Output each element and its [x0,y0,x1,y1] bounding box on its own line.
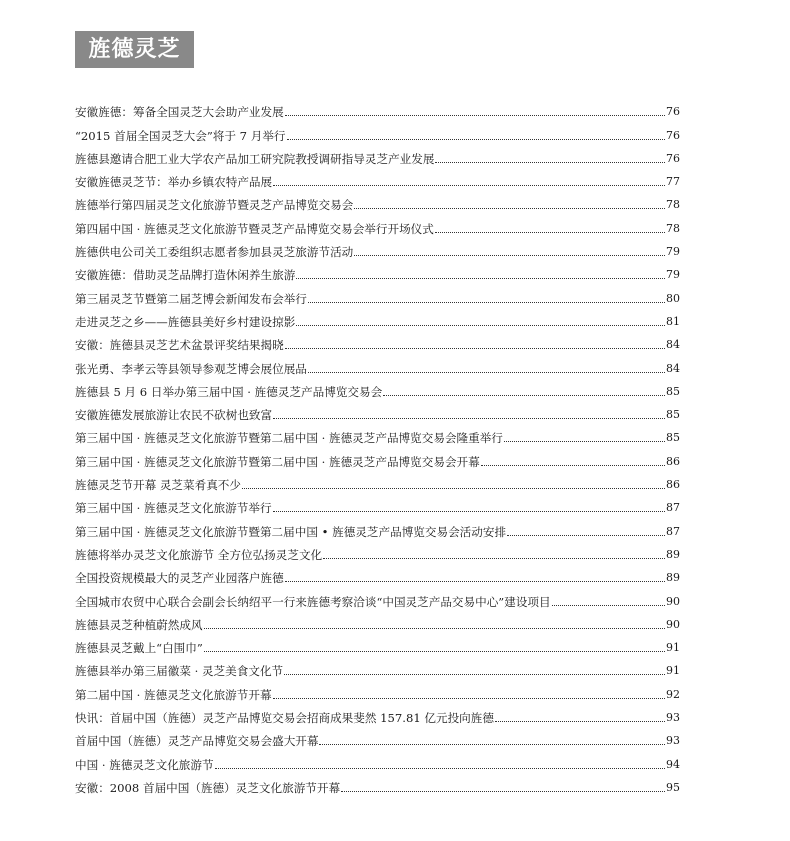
toc-entry-title: 旌德县邀请合肥工业大学农产品加工研究院教授调研指导灵芝产业发展 [75,151,435,166]
dot-leader [215,767,665,769]
toc-entry-title: 安徽旌德发展旅游让农民不砍树也致富 [75,408,273,423]
toc-entry-title: 张光勇、李孝云等县领导参观芝博会展位展品 [75,361,307,376]
dot-leader [284,673,665,675]
toc-entry[interactable] [75,212,680,235]
toc-entry-title: 安徽：2008 首届中国（旌德）灵芝文化旅游节开幕 [75,780,341,795]
toc-entry[interactable] [75,352,680,375]
toc-entry-title: 走进灵芝之乡——旌德县美好乡村建设掠影 [75,314,296,329]
dot-leader [495,720,665,722]
toc-entry-page-number: 93 [666,711,680,725]
toc-entry[interactable] [75,655,680,678]
toc-entry-page-number: 91 [666,641,680,655]
toc-entry-title: 第四届中国 · 旌德灵芝文化旅游节暨灵芝产品博览交易会举行开场仪式 [75,221,434,236]
toc-entry-page-number: 90 [666,594,680,608]
toc-entry-title: 全国城市农贸中心联合会副会长纳绍平一行来旌德考察洽谈“中国灵芝产品交易中心”建设项目 [75,594,551,609]
toc-entry-title: 安徽旌德：借助灵芝品牌打造休闲养生旅游 [75,268,296,283]
toc-entry-page-number: 84 [666,361,680,375]
toc-entry-page-number: 87 [666,524,680,538]
toc-entry-page-number: 92 [666,687,680,701]
toc-entry[interactable] [75,609,680,632]
toc-entry-title: 第三届中国 · 旌德灵芝文化旅游节暨第二届中国 • 旌德灵芝产品博览交易会活动安排 [75,524,507,539]
toc-entry-page-number: 84 [666,338,680,352]
toc-entry[interactable] [75,469,680,492]
toc-entry-title: 安徽旌德灵芝节：举办乡镇农特产品展 [75,175,273,190]
toc-entry[interactable] [75,678,680,701]
toc-entry-page-number: 85 [666,384,680,398]
section-title: 旌德灵芝 [75,31,194,68]
dot-leader [323,557,665,559]
toc-entry[interactable] [75,748,680,771]
toc-entry-title: 第二届中国 · 旌德灵芝文化旅游节开幕 [75,687,272,702]
toc-entry[interactable] [75,562,680,585]
dot-leader [296,324,665,326]
toc-entry[interactable] [75,399,680,422]
toc-entry-page-number: 87 [666,501,680,515]
toc-entry-page-number: 86 [666,478,680,492]
toc-entry[interactable] [75,166,680,189]
toc-entry[interactable] [75,632,680,655]
toc-entry-page-number: 93 [666,734,680,748]
toc-entry[interactable] [75,539,680,562]
dot-leader [308,301,665,303]
dot-leader [285,347,665,349]
dot-leader [341,790,665,792]
toc-entry-page-number: 81 [666,314,680,328]
toc-entry[interactable] [75,585,680,608]
toc-entry-title: 第三届中国 · 旌德灵芝文化旅游节举行 [75,501,272,516]
toc-entry-title: 旌德供电公司关工委组织志愿者参加县灵芝旅游节活动 [75,245,354,260]
toc-entry-title: 第三届中国 · 旌德灵芝文化旅游节暨第二届中国 · 旌德灵芝产品博览交易会开幕 [75,454,480,469]
dot-leader [296,277,665,279]
toc-entry-title: 旌德县举办第三届徽菜 · 灵芝美食文化节 [75,664,284,679]
toc-entry[interactable] [75,702,680,725]
toc-entry-page-number: 77 [666,175,680,189]
toc-entry-page-number: 80 [666,291,680,305]
toc-entry-title: 旌德灵芝节开幕 灵芝菜肴真不少 [75,478,241,493]
toc-entry-title: 旌德举行第四届灵芝文化旅游节暨灵芝产品博览交易会 [75,198,354,213]
dot-leader [285,114,665,116]
dot-leader [308,371,665,373]
toc-entry[interactable] [75,236,680,259]
toc-entry-page-number: 95 [666,780,680,794]
table-of-contents [75,96,680,795]
dot-leader [435,231,665,233]
toc-entry[interactable] [75,306,680,329]
dot-leader [287,138,665,140]
toc-entry-title: 全国投资规模最大的灵芝产业园落户旌德 [75,571,284,586]
dot-leader [242,487,665,489]
toc-entry-page-number: 91 [666,664,680,678]
toc-entry-page-number: 76 [666,151,680,165]
toc-entry-title: “2015 首届全国灵芝大会”将于 7 月举行 [75,128,286,143]
toc-entry-page-number: 79 [666,268,680,282]
toc-entry-title: 第三届灵芝节暨第二届芝博会新闻发布会举行 [75,291,307,306]
toc-entry-page-number: 85 [666,408,680,422]
dot-leader [285,580,665,582]
toc-entry[interactable] [75,119,680,142]
toc-entry-title: 旌德县 5 月 6 日举办第三届中国 · 旌德灵芝产品博览交易会 [75,384,383,399]
dot-leader [354,254,665,256]
dot-leader [552,604,665,606]
toc-entry-page-number: 79 [666,245,680,259]
toc-entry-title: 旌德将举办灵芝文化旅游节 全方位弘扬灵芝文化 [75,547,323,562]
toc-entry-title: 快讯：首届中国（旌德）灵芝产品博览交易会招商成果斐然 157.81 亿元投向旌德 [75,711,494,726]
toc-entry-page-number: 89 [666,571,680,585]
toc-entry[interactable] [75,725,680,748]
toc-entry[interactable] [75,282,680,305]
dot-leader [273,417,665,419]
dot-leader [504,440,665,442]
toc-entry[interactable] [75,445,680,468]
toc-entry[interactable] [75,376,680,399]
dot-leader [273,697,665,699]
toc-entry-page-number: 89 [666,547,680,561]
dot-leader [273,510,665,512]
dot-leader [354,207,665,209]
dot-leader [273,184,665,186]
toc-entry-page-number: 78 [666,198,680,212]
dot-leader [319,743,665,745]
dot-leader [507,534,665,536]
toc-entry[interactable] [75,772,680,795]
toc-entry-title: 旌德县灵芝戴上“白围巾” [75,641,203,656]
toc-entry[interactable] [75,189,680,212]
dot-leader [204,650,665,652]
dot-leader [204,627,665,629]
toc-entry[interactable] [75,143,680,166]
toc-entry-title: 旌德县灵芝种植蔚然成风 [75,617,203,632]
toc-entry-title: 中国 · 旌德灵芝文化旅游节 [75,757,214,772]
toc-entry[interactable] [75,422,680,445]
toc-entry[interactable] [75,329,680,352]
toc-entry[interactable] [75,492,680,515]
toc-entry-title: 第三届中国 · 旌德灵芝文化旅游节暨第二届中国 · 旌德灵芝产品博览交易会隆重举行 [75,431,503,446]
toc-entry-page-number: 90 [666,617,680,631]
toc-entry-title: 首届中国（旌德）灵芝产品博览交易会盛大开幕 [75,734,319,749]
toc-entry[interactable] [75,96,680,119]
toc-entry-page-number: 78 [666,221,680,235]
toc-entry-page-number: 76 [666,105,680,119]
toc-entry-page-number: 86 [666,454,680,468]
toc-entry-title: 安徽：旌德县灵芝艺术盆景评奖结果揭晓 [75,338,284,353]
toc-entry-page-number: 76 [666,128,680,142]
toc-entry[interactable] [75,515,680,538]
toc-entry-page-number: 94 [666,757,680,771]
dot-leader [435,161,665,163]
dot-leader [481,464,665,466]
toc-entry-title: 安徽旌德：筹备全国灵芝大会助产业发展 [75,105,284,120]
toc-entry[interactable] [75,259,680,282]
toc-entry-page-number: 85 [666,431,680,445]
dot-leader [383,394,665,396]
